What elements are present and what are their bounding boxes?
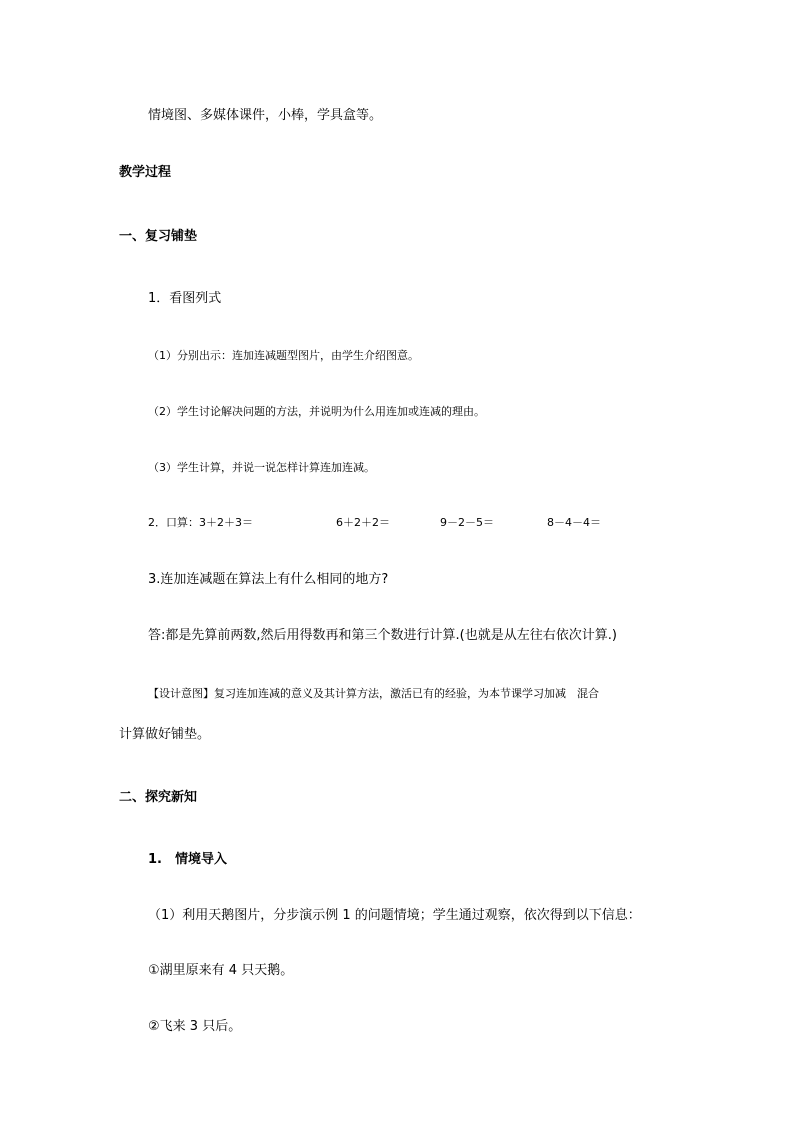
- mental-calc-label: 2．口算：3＋2＋3＝: [148, 516, 253, 529]
- materials-text: 情境图、多媒体课件，小棒，学具盒等。: [148, 108, 383, 123]
- section-1-item-3: 3.连加连减题在算法上有什么相同的地方?: [148, 572, 389, 587]
- section-2-info-2: ②飞来 3 只后。: [148, 1019, 242, 1034]
- section-1-answer: 答:都是先算前两数,然后用得数再和第三个数进行计算.(也就是从左往右依次计算.): [148, 628, 617, 643]
- section-2-item-1-title: 1. 情境导入: [148, 852, 227, 867]
- design-intent-line-1: 【设计意图】复习连加连减的意义及其计算方法，激活已有的经验，为本节课学习加减 混合: [148, 687, 599, 700]
- section-1-sub-2: （2）学生讨论解决问题的方法，并说明为什么用连加或连减的理由。: [148, 405, 485, 418]
- design-intent-line-2: 计算做好铺垫。: [119, 727, 211, 742]
- section-2-info-1: ①湖里原来有 4 只天鹅。: [148, 963, 294, 978]
- mental-calc-2: 6＋2＋2＝: [336, 516, 390, 529]
- teaching-process-heading: 教学过程: [119, 165, 172, 180]
- section-1-item-1-title: 1．看图列式: [148, 291, 222, 306]
- mental-calc-3: 9－2－5＝: [440, 516, 494, 529]
- mental-calculation-row: [0, 515, 794, 531]
- section-1-title: 一、复习铺垫: [119, 229, 198, 244]
- section-2-title: 二、探究新知: [119, 790, 198, 805]
- section-1-sub-3: （3）学生计算，并说一说怎样计算连加连减。: [148, 461, 375, 474]
- section-2-sub-1: （1）利用天鹅图片，分步演示例 1 的问题情境；学生通过观察，依次得到以下信息：: [148, 908, 641, 923]
- section-1-sub-1: （1）分别出示：连加连减题型图片，由学生介绍图意。: [148, 349, 419, 362]
- mental-calc-4: 8－4－4＝: [547, 516, 601, 529]
